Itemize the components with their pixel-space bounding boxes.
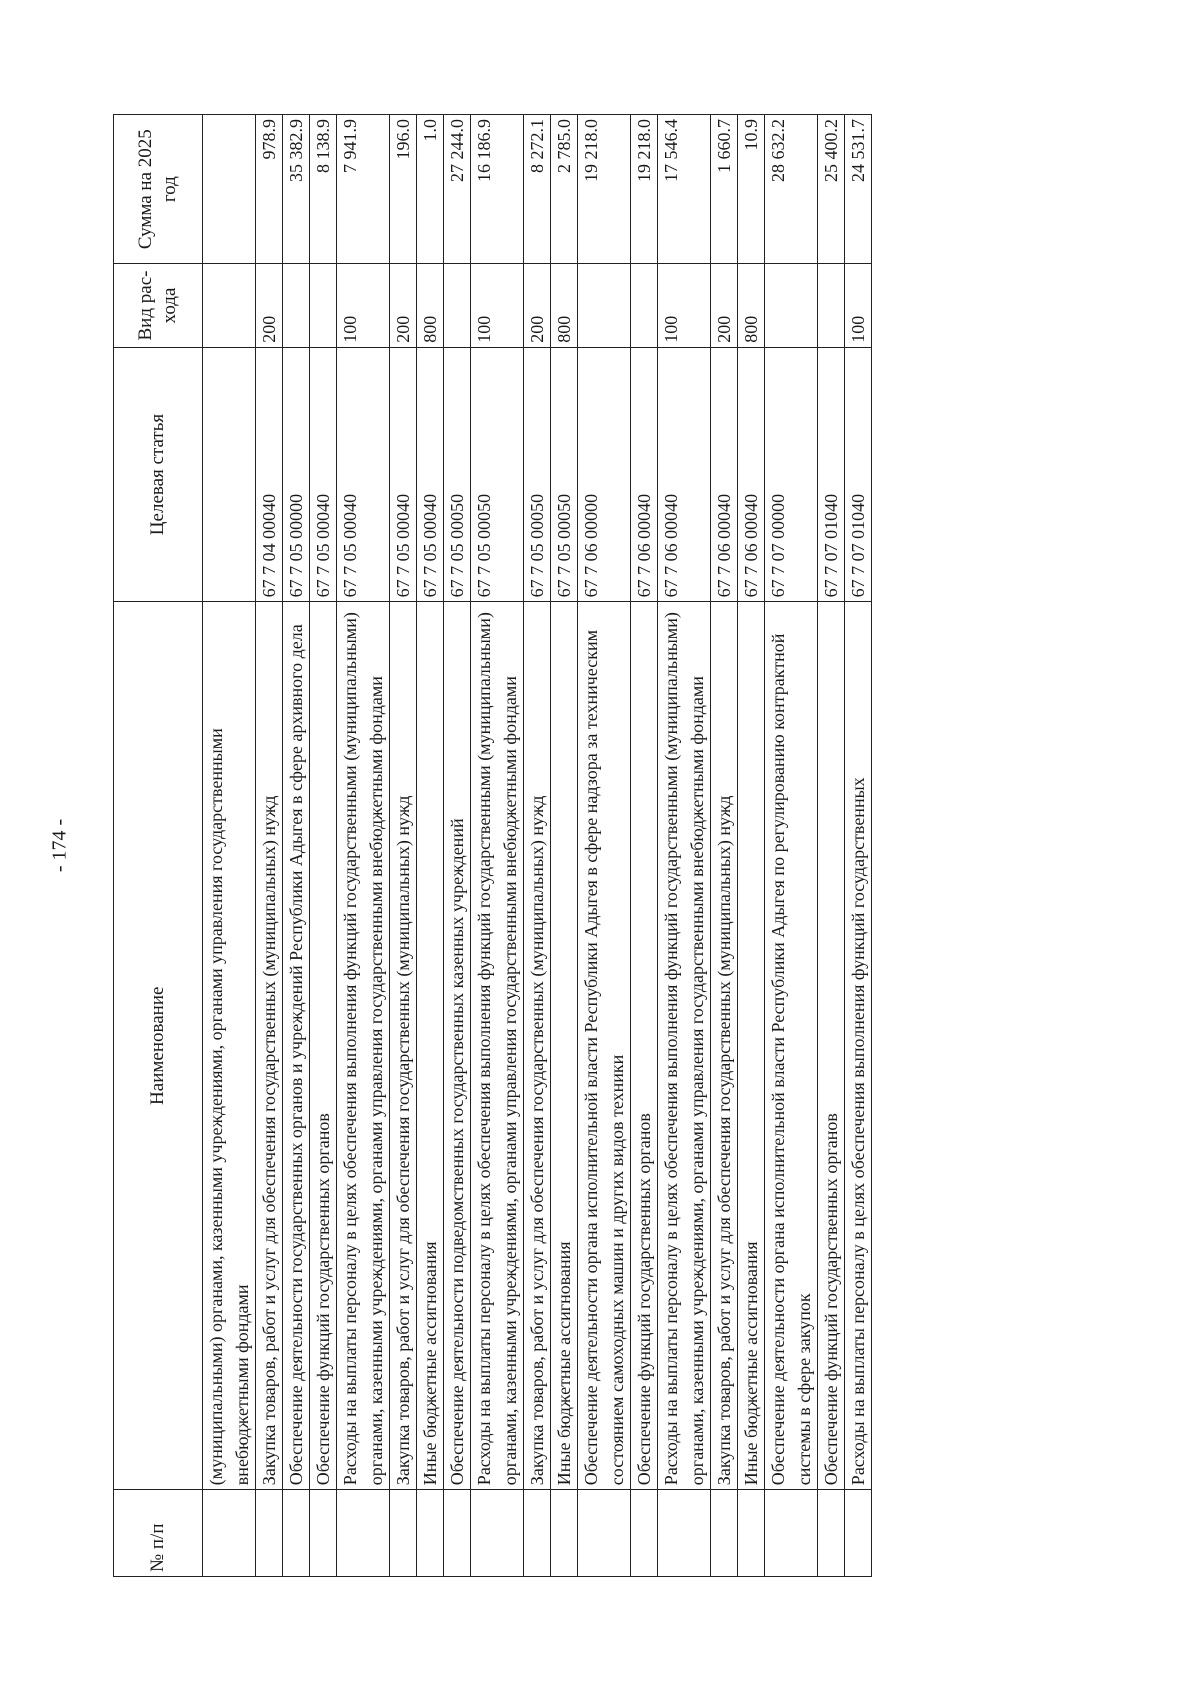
cell-type	[818, 264, 845, 347]
cell-num	[578, 1490, 631, 1577]
cell-type: 200	[524, 264, 551, 347]
table-row	[256, 115, 283, 1577]
cell-name: Обеспечение деятельности органа исполнительной власти Республики Адыгея по регулированию контрактной системы в сфере закупок	[765, 602, 818, 1490]
cell-num	[417, 1490, 444, 1577]
cell-name: Обеспечение деятельности органа исполнительной власти Республики Адыгея в сфере надзора за техническим состоянием самоходных машин и других видов техники	[578, 602, 631, 1490]
cell-code: 67 7 07 01040	[845, 347, 872, 602]
table-row	[711, 115, 738, 1577]
cell-amount: 16 186.9	[471, 115, 524, 264]
cell-code: 67 7 05 00040	[417, 347, 444, 602]
cell-num	[818, 1490, 845, 1577]
table-row	[417, 115, 444, 1577]
cell-name: Расходы на выплаты персоналу в целях обеспечения выполнения функций государственных	[845, 602, 872, 1490]
cell-type	[444, 264, 471, 347]
cell-code: 67 7 05 00050	[524, 347, 551, 602]
table-row	[524, 115, 551, 1577]
cell-amount: 19 218.0	[631, 115, 658, 264]
table-row	[578, 115, 631, 1577]
cell-name: Обеспечение функций государственных органов	[631, 602, 658, 1490]
cell-type	[631, 264, 658, 347]
cell-type: 100	[471, 264, 524, 347]
cell-num	[283, 1490, 310, 1577]
cell-code: 67 7 06 00040	[631, 347, 658, 602]
cell-amount: 27 244.0	[444, 115, 471, 264]
cell-name: Расходы на выплаты персоналу в целях обеспечения выполнения функций государственными (муниципальными) органами, казенными учреждениями, органами управления государственными внебюджетными фондами	[658, 602, 711, 1490]
cell-num	[551, 1490, 578, 1577]
cell-name: Иные бюджетные ассигнования	[738, 602, 765, 1490]
table-row	[765, 115, 818, 1577]
cell-code: 67 7 06 00040	[711, 347, 738, 602]
cell-code: 67 7 05 00000	[283, 347, 310, 602]
table-row	[390, 115, 417, 1577]
table-row	[845, 115, 872, 1577]
cell-type: 800	[738, 264, 765, 347]
cell-amount: 19 218.0	[578, 115, 631, 264]
cell-type: 100	[658, 264, 711, 347]
cell-code: 67 7 05 00040	[390, 347, 417, 602]
cell-code: 67 7 05 00040	[337, 347, 390, 602]
cell-type: 800	[551, 264, 578, 347]
header-type: Вид рас-хода	[114, 264, 203, 347]
cell-code: 67 7 05 00050	[551, 347, 578, 602]
rotated-table-container	[113, 114, 1073, 1577]
cell-code: 67 7 05 00050	[444, 347, 471, 602]
cell-code: 67 7 06 00040	[738, 347, 765, 602]
cell-num	[524, 1490, 551, 1577]
cell-code: 67 7 07 00000	[765, 347, 818, 602]
cell-name: Расходы на выплаты персоналу в целях обеспечения выполнения функций государственными (муниципальными) органами, казенными учреждениями, органами управления государственными внебюджетными фондами	[337, 602, 390, 1490]
cell-name: Закупка товаров, работ и услуг для обеспечения государственных (муниципальных) нужд	[390, 602, 417, 1490]
cell-code: 67 7 05 00040	[310, 347, 337, 602]
cell-amount: 1 660.7	[711, 115, 738, 264]
table-row	[631, 115, 658, 1577]
cell-num	[203, 1490, 256, 1577]
cell-code: 67 7 07 01040	[818, 347, 845, 602]
cell-name: Закупка товаров, работ и услуг для обеспечения государственных (муниципальных) нужд	[711, 602, 738, 1490]
cell-amount: 1.0	[417, 115, 444, 264]
cell-num	[658, 1490, 711, 1577]
cell-amount: 28 632.2	[765, 115, 818, 264]
cell-name: Расходы на выплаты персоналу в целях обеспечения выполнения функций государственными (муниципальными) органами, казенными учреждениями, органами управления государственными внебюджетными фондами	[471, 602, 524, 1490]
page-number: - 174 -	[48, 818, 71, 873]
cell-name: Закупка товаров, работ и услуг для обеспечения государственных (муниципальных) нужд	[256, 602, 283, 1490]
table-row	[337, 115, 390, 1577]
cell-name: Обеспечение функций государственных органов	[818, 602, 845, 1490]
cell-amount: 24 531.7	[845, 115, 872, 264]
table-row	[738, 115, 765, 1577]
cell-name: Обеспечение деятельности подведомственных государственных казенных учреждений	[444, 602, 471, 1490]
cell-code: 67 7 05 00050	[471, 347, 524, 602]
cell-type	[765, 264, 818, 347]
cell-num	[310, 1490, 337, 1577]
cell-type: 100	[337, 264, 390, 347]
cell-name: Обеспечение функций государственных органов	[310, 602, 337, 1490]
cell-code: 67 7 06 00040	[658, 347, 711, 602]
budget-table	[113, 114, 872, 1577]
cell-amount	[203, 115, 256, 264]
table-row	[551, 115, 578, 1577]
cell-name: (муниципальными) органами, казенными учреждениями, органами управления государственными внебюджетными фондами	[203, 602, 256, 1490]
cell-name: Иные бюджетные ассигнования	[417, 602, 444, 1490]
cell-num	[444, 1490, 471, 1577]
table-row	[283, 115, 310, 1577]
cell-amount: 978.9	[256, 115, 283, 264]
table-row	[310, 115, 337, 1577]
cell-type: 200	[256, 264, 283, 347]
cell-num	[765, 1490, 818, 1577]
cell-amount: 196.0	[390, 115, 417, 264]
header-amount: Сумма на 2025 год	[114, 115, 203, 264]
header-num: № п/п	[114, 1490, 203, 1577]
cell-type: 800	[417, 264, 444, 347]
cell-amount: 25 400.2	[818, 115, 845, 264]
table-row	[203, 115, 256, 1577]
cell-name: Иные бюджетные ассигнования	[551, 602, 578, 1490]
cell-type: 100	[845, 264, 872, 347]
cell-type	[310, 264, 337, 347]
cell-num	[845, 1490, 872, 1577]
cell-amount: 8 272.1	[524, 115, 551, 264]
cell-amount: 7 941.9	[337, 115, 390, 264]
cell-num	[631, 1490, 658, 1577]
cell-amount: 10.9	[738, 115, 765, 264]
cell-code: 67 7 04 00040	[256, 347, 283, 602]
table-header-row	[114, 115, 203, 1577]
table-row	[444, 115, 471, 1577]
cell-type	[283, 264, 310, 347]
cell-code	[203, 347, 256, 602]
cell-name: Закупка товаров, работ и услуг для обеспечения государственных (муниципальных) нужд	[524, 602, 551, 1490]
table-row	[471, 115, 524, 1577]
cell-num	[711, 1490, 738, 1577]
cell-name: Обеспечение деятельности государственных органов и учреждений Республики Адыгея в сфере архивного дела	[283, 602, 310, 1490]
table-row	[818, 115, 845, 1577]
table-row	[658, 115, 711, 1577]
cell-num	[738, 1490, 765, 1577]
cell-amount: 17 546.4	[658, 115, 711, 264]
cell-num	[390, 1490, 417, 1577]
cell-type	[203, 264, 256, 347]
cell-type: 200	[390, 264, 417, 347]
header-name: Наименование	[114, 602, 203, 1490]
cell-code: 67 7 06 00000	[578, 347, 631, 602]
cell-type: 200	[711, 264, 738, 347]
cell-type	[578, 264, 631, 347]
header-code: Целевая статья	[114, 347, 203, 602]
cell-num	[256, 1490, 283, 1577]
cell-num	[337, 1490, 390, 1577]
cell-num	[471, 1490, 524, 1577]
cell-amount: 35 382.9	[283, 115, 310, 264]
cell-amount: 2 785.0	[551, 115, 578, 264]
cell-amount: 8 138.9	[310, 115, 337, 264]
